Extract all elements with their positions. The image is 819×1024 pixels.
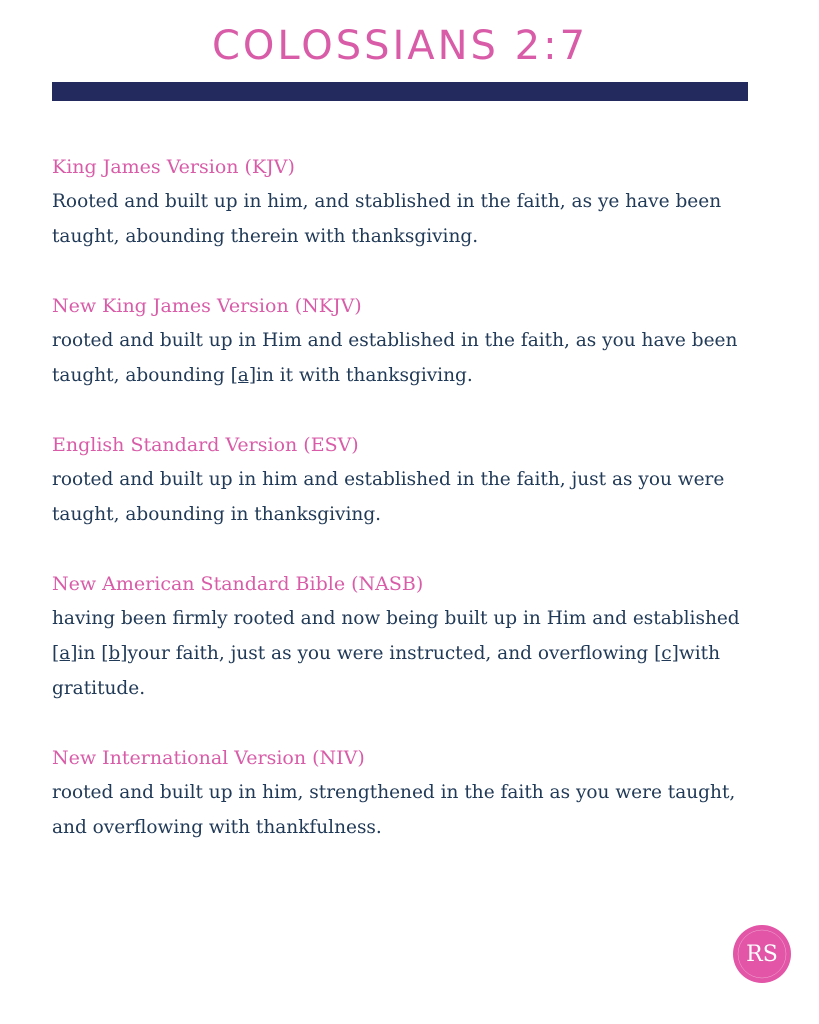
verse-line: having been firmly rooted and now being built up in Him and established	[52, 608, 740, 629]
version-heading: English Standard Version (ESV)	[52, 434, 359, 456]
version-heading: King James Version (KJV)	[52, 156, 295, 178]
verse-segment: in it with thanksgiving.	[256, 365, 473, 386]
logo-monogram: RS	[746, 942, 778, 967]
verse-text	[52, 184, 752, 254]
verse-line: taught, abounding therein with thanksgiving.	[52, 226, 479, 247]
version-section-nkjv	[52, 289, 752, 393]
logo-icon	[733, 925, 791, 983]
verse-text	[52, 775, 752, 845]
verse-line	[52, 358, 752, 393]
verse-segment: in	[77, 643, 102, 664]
brand-logo	[733, 925, 791, 983]
verse-text	[52, 601, 752, 706]
verse-segment: your faith, just as you were instructed, and overflowing	[127, 643, 655, 664]
version-section-esv	[52, 428, 752, 532]
verse-line: taught, abounding in thanksgiving.	[52, 504, 382, 525]
verse-line: gratitude.	[52, 678, 146, 699]
verse-text	[52, 462, 752, 532]
verse-line: rooted and built up in him, strengthened in the faith as you were taught,	[52, 782, 736, 803]
footnote-link-a[interactable]: [a]	[52, 643, 78, 664]
version-heading: New American Standard Bible (NASB)	[52, 573, 424, 595]
version-section-nasb	[52, 567, 752, 706]
verse-segment: taught, abounding	[52, 365, 231, 386]
version-section-niv	[52, 741, 752, 845]
verse-segment: with	[678, 643, 720, 664]
versions-list	[52, 150, 752, 880]
footnote-link-b[interactable]: [b]	[101, 643, 128, 664]
verse-line: and overflowing with thankfulness.	[52, 817, 382, 838]
footnote-link-a[interactable]: [a]	[230, 365, 257, 386]
version-heading: New King James Version (NKJV)	[52, 295, 362, 317]
page-title: COLOSSIANS 2:7	[211, 23, 589, 69]
version-heading: New International Version (NIV)	[52, 747, 365, 769]
verse-line	[52, 636, 752, 671]
verse-text	[52, 323, 752, 393]
verse-line: rooted and built up in Him and established in the faith, as you have been	[52, 330, 738, 351]
verse-line: rooted and built up in him and established in the faith, just as you were	[52, 469, 725, 490]
footnote-link-c[interactable]: [c]	[654, 643, 679, 664]
title-divider	[52, 82, 748, 101]
version-section-kjv	[52, 150, 752, 254]
verse-line: Rooted and built up in him, and stablished in the faith, as ye have been	[52, 191, 722, 212]
